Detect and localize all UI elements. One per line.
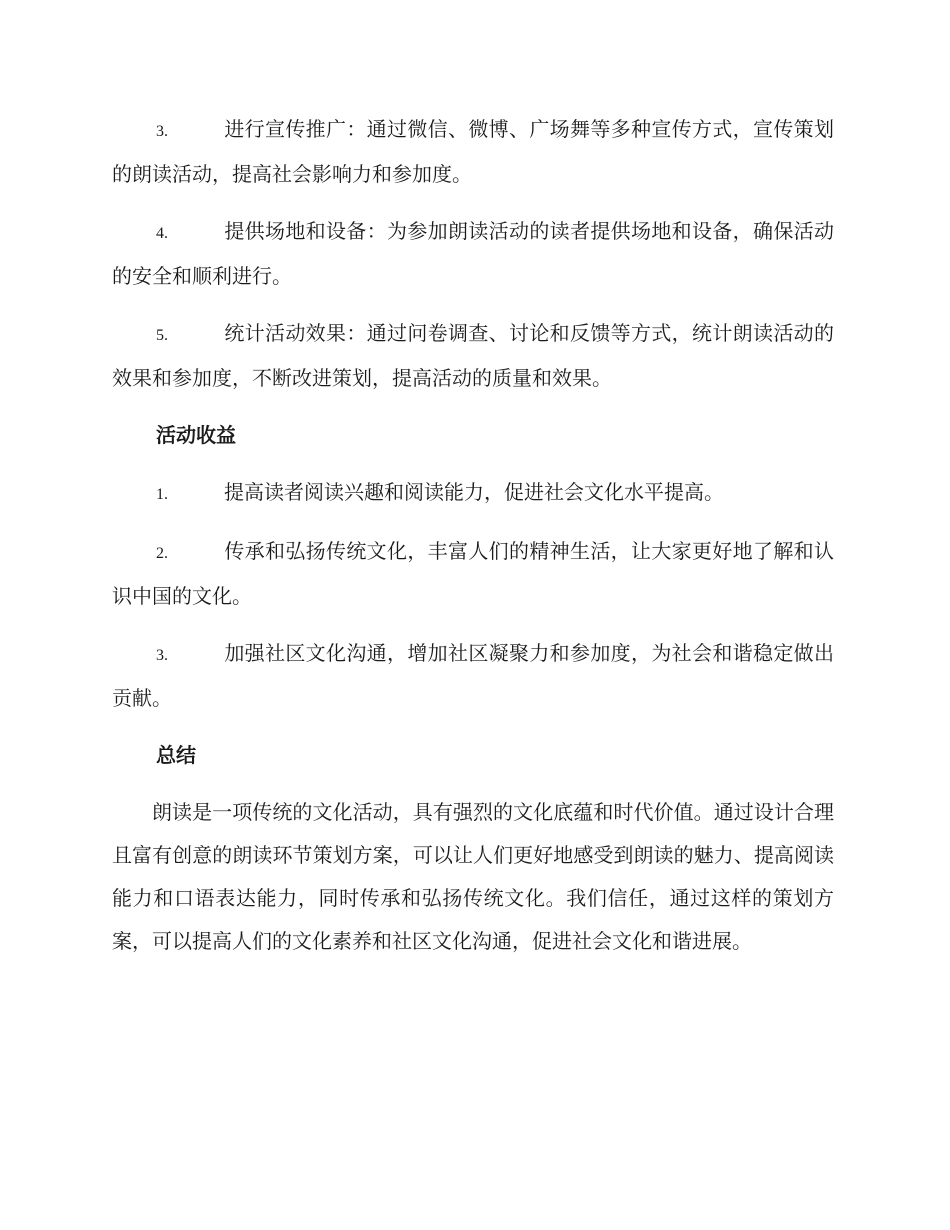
list-item bbox=[112, 471, 834, 516]
list-item bbox=[112, 108, 834, 196]
list-item bbox=[112, 312, 834, 400]
section-heading-summary: 总结 bbox=[156, 743, 196, 767]
list-item-text: 统计活动效果：通过问卷调查、讨论和反馈等方式，统计朗读活动的效果和参加度，不断改进策划，提高活动的质量和效果。 bbox=[112, 321, 834, 390]
list-item bbox=[112, 632, 834, 720]
summary-paragraph: 朗读是一项传统的文化活动，具有强烈的文化底蕴和时代价值。通过设计合理且富有创意的朗读环节策划方案，可以让人们更好地感受到朗读的魅力、提高阅读能力和口语表达能力，同时传承和弘扬传统文化。我们信任，通过这样的策划方案，可以提高人们的文化素养和社区文化沟通，促进社会文化和谐进展。 bbox=[112, 800, 834, 953]
section-heading-benefits: 活动收益 bbox=[156, 423, 236, 447]
list-item-text: 传承和弘扬传统文化，丰富人们的精神生活，让大家更好地了解和认识中国的文化。 bbox=[112, 539, 834, 608]
list-item-number: 1. bbox=[156, 486, 168, 503]
list-item-number: 2. bbox=[156, 545, 168, 562]
list-item bbox=[112, 530, 834, 618]
list-item-text: 加强社区文化沟通，增加社区凝聚力和参加度，为社会和谐稳定做出贡献。 bbox=[112, 641, 834, 710]
list-item-number: 3. bbox=[156, 647, 168, 664]
list-item-number: 5. bbox=[156, 327, 168, 344]
list-item bbox=[112, 210, 834, 298]
list-item-number: 3. bbox=[156, 123, 168, 140]
list-item-text: 提供场地和设备：为参加朗读活动的读者提供场地和设备，确保活动的安全和顺利进行。 bbox=[112, 219, 834, 288]
list-item-text: 提高读者阅读兴趣和阅读能力，促进社会文化水平提高。 bbox=[224, 480, 724, 504]
document-page bbox=[112, 108, 834, 963]
list-item-number: 4. bbox=[156, 225, 168, 242]
list-item-text: 进行宣传推广：通过微信、微博、广场舞等多种宣传方式，宣传策划的朗读活动，提高社会影响力和参加度。 bbox=[112, 117, 834, 186]
